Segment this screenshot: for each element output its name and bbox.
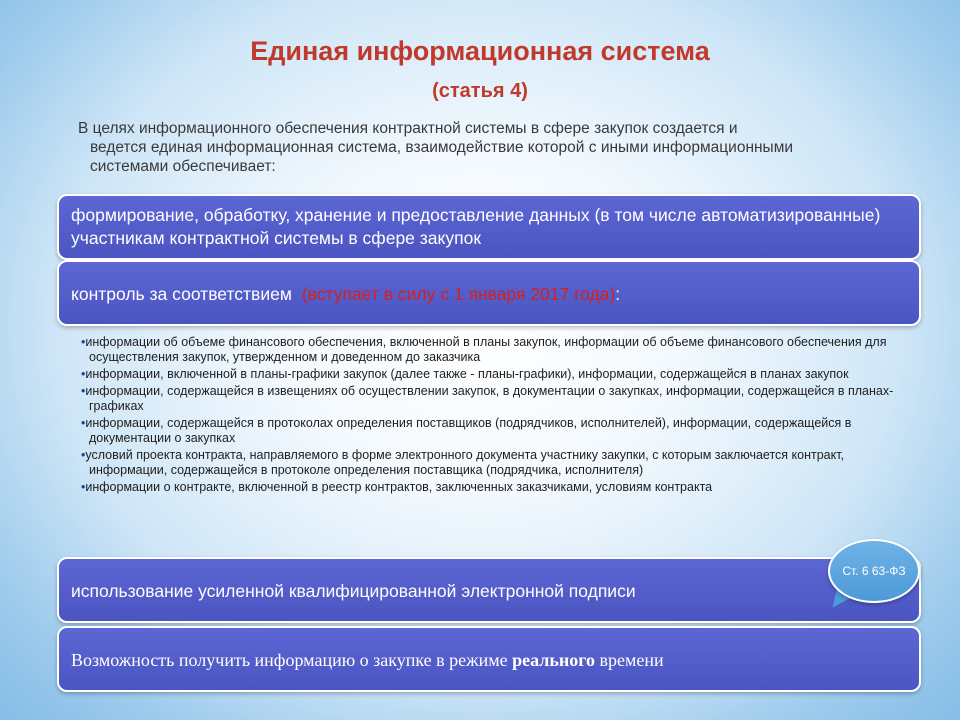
list-item-text: информации об объеме финансового обеспечения, включенной в планы закупок, информации об объеме финансового обеспечения для осуществления закупок, утвержденном и доведенном до заказчика xyxy=(85,335,887,364)
data-processing-box xyxy=(57,194,921,260)
list-item xyxy=(81,448,921,478)
law-reference-callout xyxy=(828,539,920,603)
compliance-control-text: контроль за соответствием xyxy=(71,284,292,304)
digital-signature-text: использование усиленной квалифицированной электронной подписи xyxy=(71,581,636,601)
bullet-icon: • xyxy=(81,335,86,349)
law-reference-text: Ст. 6 63-ФЗ xyxy=(842,563,906,578)
compliance-control-box xyxy=(57,260,921,326)
intro-line-3: системами обеспечивает: xyxy=(90,158,276,175)
slide-subtitle: (статья 4) xyxy=(432,80,528,102)
intro-line-1: В целях информационного обеспечения контрактной системы в сфере закупок создается и xyxy=(78,120,738,137)
colon: : xyxy=(615,284,621,304)
list-item xyxy=(81,384,921,414)
list-item xyxy=(81,335,921,365)
bullet-icon: • xyxy=(81,384,86,398)
bullet-icon: • xyxy=(81,480,86,494)
realtime-text-post: времени xyxy=(594,650,664,670)
bullet-icon: • xyxy=(81,448,86,462)
list-item xyxy=(81,416,921,446)
data-processing-text: формирование, обработку, хранение и предоставление данных (в том числе автоматизированные) участникам контрактной системы в сфере закупок xyxy=(71,205,881,248)
list-item xyxy=(81,367,921,382)
list-item-text: информации, содержащейся в извещениях об осуществлении закупок, в документации о закупках, информации, содержащейся в планах-графиках xyxy=(85,384,894,413)
list-item xyxy=(81,480,921,495)
intro-line-2: ведется единая информационная система, взаимодействие которой с иными информационными xyxy=(90,139,794,156)
slide-title: Единая информационная система xyxy=(250,36,710,66)
intro-text xyxy=(78,119,898,176)
digital-signature-box xyxy=(57,557,921,623)
realtime-text-pre: Возможность получить информацию о закупке в режиме xyxy=(71,650,513,670)
list-item-text: информации, включенной в планы-графики закупок (далее также - планы-графики), информации, содержащейся в планах закупок xyxy=(85,367,849,381)
realtime-text-bold: реального xyxy=(512,650,595,670)
realtime-info-box xyxy=(57,626,921,692)
compliance-list xyxy=(81,335,921,497)
bullet-icon: • xyxy=(81,367,86,381)
list-item-text: информации о контракте, включенной в реестр контрактов, заключенных заказчиками, условиям контракта xyxy=(85,480,713,494)
bullet-icon: • xyxy=(81,416,86,430)
list-item-text: информации, содержащейся в протоколах определения поставщиков (подрядчиков, исполнителей), информации, содержащейся в документации о закупках xyxy=(85,416,852,445)
list-item-text: условий проекта контракта, направляемого в форме электронного документа участнику закупки, с которым заключается контракт, информации, содержащейся в протоколе определения поставщика (подрядчика, исполнителя) xyxy=(85,448,845,477)
effective-date-note: (вступает в силу с 1 января 2017 года) xyxy=(301,284,616,304)
